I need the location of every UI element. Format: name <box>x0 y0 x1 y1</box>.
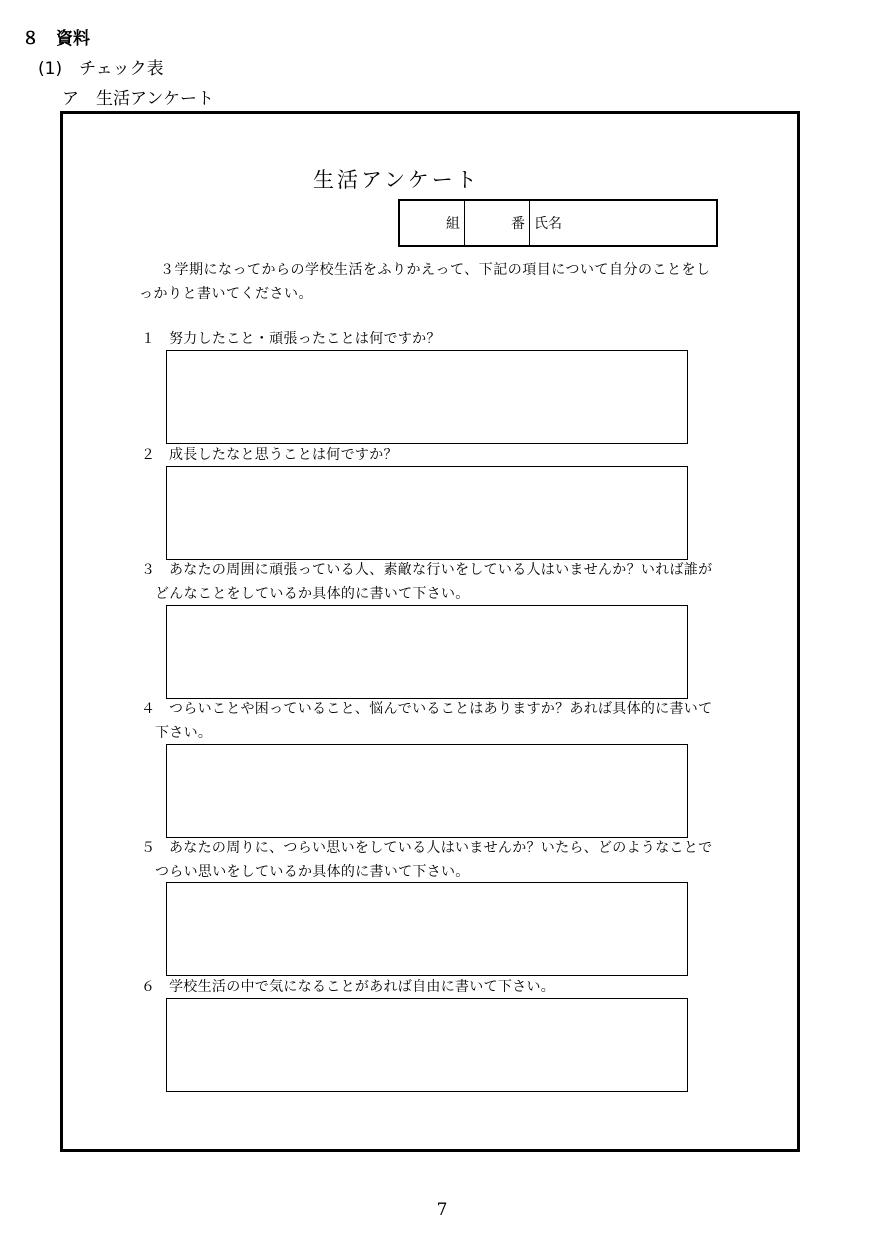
question-text-cont: 下さい。 <box>155 725 213 741</box>
question-text: 学校生活の中で気になることがあれば自由に書いて下さい。 <box>169 979 556 995</box>
class-field[interactable] <box>400 201 465 245</box>
question-number: ５ <box>141 840 156 856</box>
question-6 <box>141 975 731 999</box>
question-5 <box>141 836 731 884</box>
question-number: ２ <box>141 447 156 463</box>
survey-form-frame <box>60 111 800 1152</box>
question-2 <box>141 443 731 467</box>
question-4 <box>141 697 731 745</box>
question-number: ３ <box>141 562 156 578</box>
question-text: あなたの周囲に頑張っている人、素敵な行いをしている人はいませんか？いれば誰が <box>169 562 713 578</box>
answer-box-2[interactable] <box>166 466 688 560</box>
answer-box-5[interactable] <box>166 882 688 976</box>
question-number: ４ <box>141 701 156 717</box>
subsection-heading: (1) チェック表 <box>38 59 164 79</box>
section-heading: ８ 資料 <box>22 29 90 49</box>
item-heading: ア 生活アンケート <box>62 89 214 109</box>
answer-box-4[interactable] <box>166 744 688 838</box>
answer-box-1[interactable] <box>166 350 688 444</box>
question-text: あなたの周りに、つらい思いをしている人はいませんか？いたら、どのようなことで <box>169 840 713 856</box>
class-label: 組 <box>446 216 460 232</box>
question-text-cont: つらい思いをしているか具体的に書いて下さい。 <box>155 864 470 880</box>
question-3 <box>141 558 731 606</box>
question-text: 成長したなと思うことは何ですか？ <box>169 447 398 463</box>
answer-box-3[interactable] <box>166 605 688 699</box>
name-label: 氏名 <box>534 216 562 232</box>
intro-text: ３学期になってからの学校生活をふりかえって、下記の項目について自分のことをしっかりと書いてください。 <box>139 262 711 302</box>
student-info-table <box>398 199 718 247</box>
question-number: ６ <box>141 979 156 995</box>
question-text: 努力したこと・頑張ったことは何ですか？ <box>169 331 441 347</box>
number-label: 番 <box>511 216 525 232</box>
question-number: １ <box>141 331 156 347</box>
answer-box-6[interactable] <box>166 998 688 1092</box>
question-text-cont: どんなことをしているか具体的に書いて下さい。 <box>155 586 470 602</box>
question-text: つらいことや困っていること、悩んでいることはありますか？あれば具体的に書いて <box>169 701 713 717</box>
number-field[interactable] <box>465 201 530 245</box>
question-1 <box>141 327 731 351</box>
name-field[interactable] <box>530 201 716 245</box>
form-title: 生活アンケート <box>313 168 480 192</box>
page-number: 7 <box>436 1200 448 1220</box>
